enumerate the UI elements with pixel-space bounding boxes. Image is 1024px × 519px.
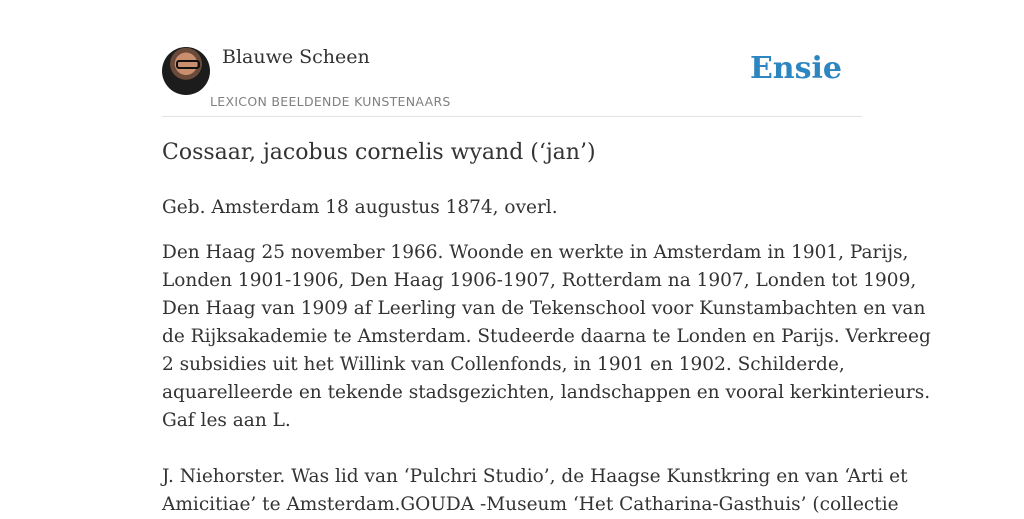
article-body — [162, 239, 931, 435]
header — [162, 0, 862, 117]
body-line: Amicitiae’ te Amsterdam.GOUDA -Museum ‘Het Catharina-Gasthuis’ (collectie — [162, 494, 899, 515]
author-avatar[interactable] — [162, 47, 210, 95]
body-line: 2 subsidies uit het Willink van Collenfonds, in 1901 en 1902. Schilderde, — [162, 354, 845, 375]
body-line: Gaf les aan L. — [162, 410, 291, 431]
body-line: aquarelleerde en tekende stadsgezichten, landschappen en vooral kerkinterieurs. — [162, 382, 931, 403]
page-content — [162, 0, 931, 515]
body-line: de Rijksakademie te Amsterdam. Studeerde daarna te Londen en Parijs. Verkreeg — [162, 326, 931, 347]
glasses-icon — [176, 60, 200, 69]
article-title: Cossaar, jacobus cornelis wyand (‘jan’) — [162, 140, 596, 165]
article-intro: Geb. Amsterdam 18 augustus 1874, overl. — [162, 197, 558, 218]
body-line: J. Niehorster. Was lid van ‘Pulchri Studio’, de Haagse Kunstkring en van ‘Arti et — [162, 466, 908, 487]
author-name[interactable]: Blauwe Scheen — [222, 46, 370, 68]
body-line: Den Haag van 1909 af Leerling van de Tekenschool voor Kunstambachten en van — [162, 298, 926, 319]
ensie-logo[interactable]: Ensie — [749, 51, 842, 86]
article-body-continued — [162, 463, 908, 519]
body-line: Londen 1901-1906, Den Haag 1906-1907, Rotterdam na 1907, Londen tot 1909, — [162, 270, 917, 291]
collection-link[interactable]: LEXICON BEELDENDE KUNSTENAARS — [210, 94, 451, 109]
body-line: Den Haag 25 november 1966. Woonde en werkte in Amsterdam in 1901, Parijs, — [162, 242, 909, 263]
